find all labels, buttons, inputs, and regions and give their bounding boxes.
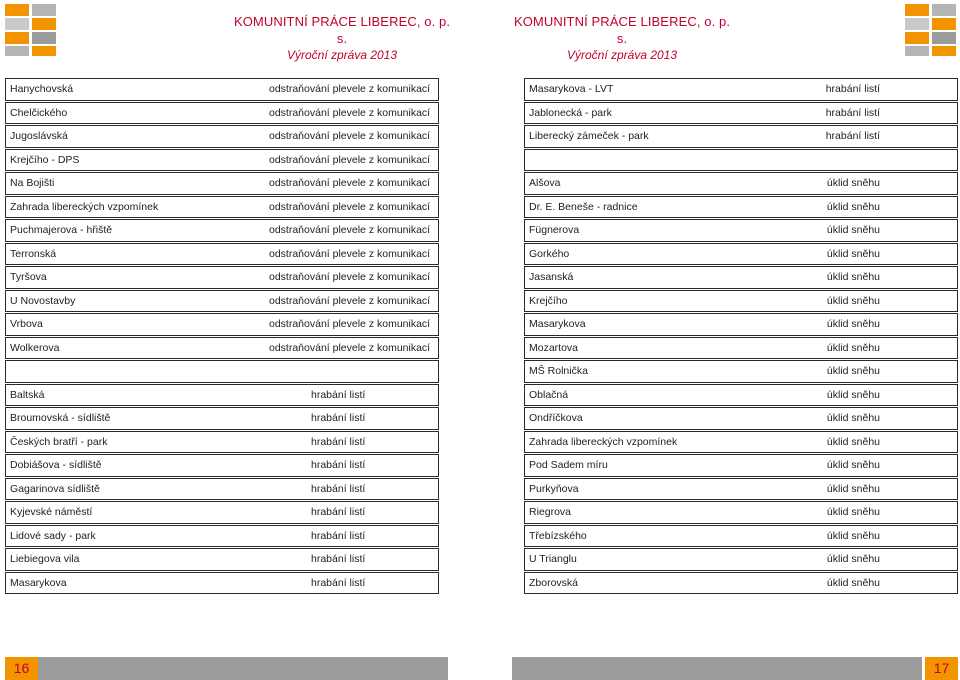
- place-cell: Ondříčkova: [529, 412, 583, 425]
- table-row: [5, 78, 439, 101]
- page-number-right: 17: [925, 657, 958, 680]
- table-row: [5, 149, 439, 172]
- table-row: [5, 125, 439, 148]
- place-cell: Pod Sadem míru: [529, 459, 608, 472]
- activity-cell: úklid sněhu: [826, 506, 880, 519]
- activity-cell: odstraňování plevele z komunikací: [269, 130, 431, 143]
- place-cell: Liebiegova vila: [10, 553, 80, 566]
- activity-cell: odstraňování plevele z komunikací: [269, 294, 431, 307]
- place-cell: Dr. E. Beneše - radnice: [529, 200, 638, 213]
- place-cell: U Novostavby: [10, 294, 76, 307]
- place-cell: Terronská: [10, 247, 57, 260]
- table-row: [524, 243, 958, 266]
- footer-bar-right: [512, 657, 922, 680]
- place-cell: Broumovská - sídliště: [10, 412, 111, 425]
- place-cell: Masarykova: [10, 576, 67, 589]
- table-row: [524, 196, 958, 219]
- activity-cell: úklid sněhu: [826, 271, 880, 284]
- table-row: [5, 102, 439, 125]
- activity-cell: hrabání listí: [311, 529, 366, 542]
- table-row: [5, 290, 439, 313]
- place-cell: MŠ Rolnička: [529, 365, 588, 378]
- table-row: [5, 313, 439, 336]
- activity-cell: úklid sněhu: [826, 553, 880, 566]
- page-number-left: 16: [5, 657, 38, 680]
- table-row: [524, 478, 958, 501]
- place-cell: Krejčího - DPS: [10, 153, 80, 166]
- activity-cell: odstraňování plevele z komunikací: [269, 200, 431, 213]
- table-row: [5, 548, 439, 571]
- table-row: [5, 572, 439, 595]
- report-subtitle: Výroční zpráva 2013: [286, 48, 398, 62]
- activity-cell: odstraňování plevele z komunikací: [269, 318, 431, 331]
- activity-cell: úklid sněhu: [826, 247, 880, 260]
- activity-cell: odstraňování plevele z komunikací: [269, 177, 431, 190]
- table-row: [524, 149, 958, 172]
- place-cell: Gorkého: [529, 247, 570, 260]
- activity-cell: úklid sněhu: [826, 482, 880, 495]
- activity-cell: úklid sněhu: [826, 318, 880, 331]
- report-subtitle: Výroční zpráva 2013: [566, 48, 678, 62]
- activity-cell: hrabání listí: [311, 553, 366, 566]
- table-row: [5, 360, 439, 383]
- place-cell: Lidové sady - park: [10, 529, 96, 542]
- table-row: [5, 501, 439, 524]
- activity-cell: hrabání listí: [825, 106, 880, 119]
- table-row: [524, 454, 958, 477]
- place-cell: Třebízského: [529, 529, 587, 542]
- table-row: [524, 431, 958, 454]
- place-cell: Jablonecká - park: [529, 106, 612, 119]
- org-name: KOMUNITNÍ PRÁCE LIBEREC, o. p. s.: [233, 14, 451, 46]
- logo-right: [905, 4, 957, 56]
- activity-cell: hrabání listí: [311, 459, 366, 472]
- activity-cell: hrabání listí: [311, 506, 366, 519]
- activity-cell: úklid sněhu: [826, 412, 880, 425]
- activity-cell: úklid sněhu: [826, 388, 880, 401]
- place-cell: Tyršova: [10, 271, 47, 284]
- place-cell: Fügnerova: [529, 224, 580, 237]
- activity-cell: hrabání listí: [311, 412, 366, 425]
- activity-cell: hrabání listí: [311, 388, 366, 401]
- activity-cell: hrabání listí: [825, 130, 880, 143]
- place-cell: Puchmajerova - hřiště: [10, 224, 113, 237]
- activity-cell: odstraňování plevele z komunikací: [269, 224, 431, 237]
- activity-cell: úklid sněhu: [826, 435, 880, 448]
- activity-cell: úklid sněhu: [826, 177, 880, 190]
- table-row: [524, 572, 958, 595]
- table-row: [524, 219, 958, 242]
- table-row: [524, 78, 958, 101]
- table-row: [524, 125, 958, 148]
- page-footer: [0, 657, 960, 680]
- table-row: [5, 431, 439, 454]
- logo-left: [5, 4, 57, 56]
- activity-cell: hrabání listí: [311, 435, 366, 448]
- table-row: [524, 102, 958, 125]
- table-row: [5, 337, 439, 360]
- place-cell: Krejčího: [529, 294, 568, 307]
- place-cell: Mozartova: [529, 341, 579, 354]
- place-cell: Vrbova: [10, 318, 43, 331]
- table-row: [524, 337, 958, 360]
- activity-cell: úklid sněhu: [826, 576, 880, 589]
- table-row: [524, 384, 958, 407]
- table-row: [5, 384, 439, 407]
- place-cell: Chelčického: [10, 106, 68, 119]
- place-cell: Na Bojišti: [10, 177, 55, 190]
- place-cell: Liberecký zámeček - park: [529, 130, 649, 143]
- place-cell: Hanychovská: [10, 83, 74, 96]
- activity-cell: úklid sněhu: [826, 459, 880, 472]
- table-row: [524, 525, 958, 548]
- table-row: [5, 266, 439, 289]
- table-row: [524, 266, 958, 289]
- place-cell: Alšova: [529, 177, 561, 190]
- activity-cell: odstraňování plevele z komunikací: [269, 341, 431, 354]
- table-row: [5, 454, 439, 477]
- place-cell: Dobiášova - sídliště: [10, 459, 102, 472]
- place-cell: Českých bratří - park: [10, 435, 108, 448]
- place-cell: Jasanská: [529, 271, 574, 284]
- table-row: [5, 243, 439, 266]
- header-right: [512, 13, 732, 64]
- place-cell: Zahrada libereckých vzpomínek: [10, 200, 159, 213]
- table-row: [524, 172, 958, 195]
- place-cell: Gagarinova sídliště: [10, 482, 100, 495]
- table-row: [524, 360, 958, 383]
- table-row: [5, 407, 439, 430]
- place-cell: Wolkerova: [10, 341, 60, 354]
- table-row: [5, 172, 439, 195]
- activity-cell: odstraňování plevele z komunikací: [269, 106, 431, 119]
- activity-cell: hrabání listí: [825, 83, 880, 96]
- place-cell: Kyjevské náměstí: [10, 506, 93, 519]
- activity-cell: úklid sněhu: [826, 365, 880, 378]
- table-row: [5, 196, 439, 219]
- activity-cell: úklid sněhu: [826, 200, 880, 213]
- activity-cell: odstraňování plevele z komunikací: [269, 247, 431, 260]
- activity-cell: úklid sněhu: [826, 224, 880, 237]
- table-row: [5, 478, 439, 501]
- org-name: KOMUNITNÍ PRÁCE LIBEREC, o. p. s.: [513, 14, 731, 46]
- table-row: [524, 407, 958, 430]
- table-row: [524, 290, 958, 313]
- place-cell: Riegrova: [529, 506, 572, 519]
- place-cell: U Trianglu: [529, 553, 577, 566]
- place-cell: Zborovská: [529, 576, 579, 589]
- activity-cell: úklid sněhu: [826, 529, 880, 542]
- place-cell: Masarykova - LVT: [529, 83, 614, 96]
- activity-cell: úklid sněhu: [826, 341, 880, 354]
- activity-cell: hrabání listí: [311, 482, 366, 495]
- activity-cell: odstraňování plevele z komunikací: [269, 271, 431, 284]
- header-left: [232, 13, 452, 64]
- left-work-table: [5, 78, 439, 595]
- place-cell: Jugoslávská: [10, 130, 68, 143]
- right-work-table: [524, 78, 958, 595]
- place-cell: Purkyňova: [529, 482, 579, 495]
- place-cell: Baltská: [10, 388, 45, 401]
- place-cell: Masarykova: [529, 318, 586, 331]
- place-cell: Oblačná: [529, 388, 569, 401]
- activity-cell: úklid sněhu: [826, 294, 880, 307]
- table-row: [524, 313, 958, 336]
- activity-cell: odstraňování plevele z komunikací: [269, 153, 431, 166]
- table-row: [5, 219, 439, 242]
- footer-bar-left: [38, 657, 448, 680]
- activity-cell: odstraňování plevele z komunikací: [269, 83, 431, 96]
- table-row: [524, 548, 958, 571]
- place-cell: Zahrada libereckých vzpomínek: [529, 435, 678, 448]
- activity-cell: hrabání listí: [311, 576, 366, 589]
- table-row: [5, 525, 439, 548]
- table-row: [524, 501, 958, 524]
